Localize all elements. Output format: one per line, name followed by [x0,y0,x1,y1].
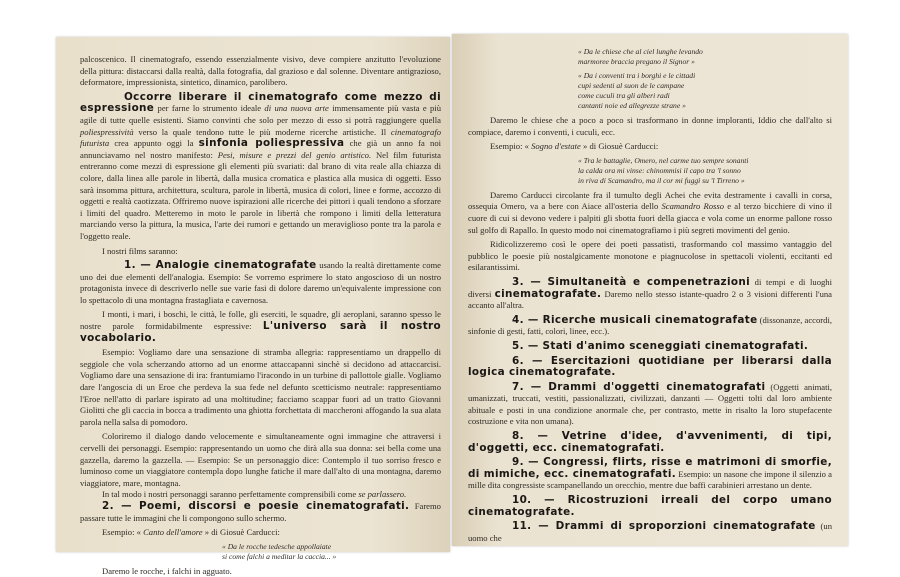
verse-quote [468,47,832,67]
italic-text: se parlassero. [358,489,407,500]
body-text: di tempi e di luoghi diversi [468,276,832,299]
bold-heading: 8. — Vetrine d'idee, d'avvenimenti, di tipi, d'oggetti, ecc. cinematografati. [468,430,832,454]
paragraph [468,521,832,544]
verse-quote [468,71,832,111]
italic-text: Scamandro Rosso [661,201,725,212]
verse-line: la calda ora mi vinse: chinommisi il capo tra 'l sonno [578,165,741,175]
paragraph [80,566,441,577]
verse-line: come cuculi tra gli alberi radi [578,91,670,100]
body-text: (Oggetti animati, umanizzati, truccati, vestiti, passionalizzati, civilizzati, danzanti — Oggetti tolti dal loro ambiente abituale e posti in una condizione anormale che, per contrasto, mette in risalto la loro stupefacente costruzione e vita non umana). [468,381,832,427]
verse-line: « Da le chiese che al ciel lunghe levando [578,47,703,56]
paragraph [468,315,832,338]
paragraph [80,501,441,524]
bold-heading: 4. — Ricerche musicali cinematografate [512,313,758,326]
verse-line: « Tra le battaglie, Omero, nel carme tuo sempre sonanti [578,155,749,165]
right-page [452,34,848,546]
paragraph [80,54,441,89]
paragraph [468,457,832,492]
right-page-text [468,44,832,544]
body-text: e al terzo bicchiere di vino il cuore di cui si devono vedere i palpiti gli sbotta fuori della giacca e vola come un enorme pallone rosso sul golfo di Rapallo. In questo modo noi cinematografiamo i più segreti movimenti del genio. [468,201,832,235]
paragraph [80,309,441,344]
paragraph [80,260,441,306]
left-page-text [80,54,441,577]
paragraph [80,431,441,489]
verse-line: marmoree braccia pregano il Signor » [578,57,695,66]
italic-text: Canto dell'amore [143,527,203,538]
body-text: Esempio: un nasone che impone il silenzio a mille dita congressiste scampanellando un orecchio, mentre due baffi carabinieri arrestano un dente. [468,468,832,491]
paragraph [468,141,832,153]
body-text: » di Giosuè Carducci: [580,141,659,152]
verse-line: si come falchi a meditar la caccia... » [222,551,337,561]
paragraph [80,527,441,539]
paragraph [468,382,832,428]
italic-text: poliespressività [80,126,134,137]
body-text: verso la quale tendono tutte le più moderne ricerche artistiche. Il [133,126,391,137]
bold-heading: 2. — Poemi, discorsi e poesie cinematografati. [102,499,410,512]
body-text: I monti, i mari, i boschi, le città, le folle, gli eserciti, le squadre, gli aeroplani, saranno spesso le nostre parole formidabilmente espressive: [80,309,441,332]
bold-heading: L'universo sarà il nostro vocabolario. [80,320,441,344]
body-text: che già un anno fa noi annunciavamo nel nostro manifesto: [80,138,442,160]
italic-text: Pesi, misure e prezzi del genio artistico. [217,149,372,160]
body-text: Faremo passare tutte le immagini che li compongono sullo schermo. [80,500,441,523]
body-text: usando la realtà direttamente come uno dei due elementi dell'analogia. Esempio: Se vorremo esprimere lo stato angoscioso di un nostro protagonista invece di descriverlo nelle sue varie fasi di dolore daremo un'equivalente impressione con lo spettacolo di una montagna frastagliata e cavernosa. [80,260,441,305]
bold-heading: 11. — Drammi di sproporzioni cinematografate [512,520,816,533]
paragraph [468,190,832,236]
body-text: per farne lo strumento ideale [154,103,265,114]
paragraph [468,431,832,454]
verse-line: « Da i conventi tra i borghi e le cittadi [578,71,696,80]
body-text: (dissonanze, accordi, sinfonie di gesti, fatti, colori, linee, ecc.). [468,314,832,337]
italic-text: cinematografo futurista [80,126,441,149]
body-text: crea appunto oggi la [109,138,199,149]
body-text: I nostri films saranno: [102,245,178,256]
verse-line: in riva di Scamandro, ma il cor mi fuggì su 'l Tirreno » [578,175,745,185]
bold-heading: cinematografate. [494,287,602,300]
body-text: Daremo Carducci circolante fra il tumulto degli Achei che evita destramente i cavalli in corsa, ossequia Omero, va a bere con Aiace all'osteria dello [468,189,832,212]
paragraph [468,239,832,274]
verse-line: « Da le rocche tedesche appollaiate [222,541,332,551]
body-text: Daremo le chiese che a poco a poco si trasformano in donne imploranti, Iddio che dall'alto si compiace, daremo i conventi, i cuculi, ecc. [468,115,832,137]
body-text: Coloriremo il dialogo dando velocemente e simultaneamente ogni immagine che attraversi i cervelli dei personaggi. Esempio: rappresentando un uomo che dirà alla sua donna: sei bella come una gazzella, daremo la gazzella. — Esempio: Se un personaggio dice: Contemplo il tuo sorriso fresco e luminoso come un viaggiatore contempla dopo lunghe fatiche il mare dall'alto di una montagna, daremo viaggiatore, mare, montagna. [80,431,441,488]
bold-heading: 6. — Esercitazioni quotidiane per liberarsi dalla logica cinematografate. [468,354,832,379]
body-text: (un uomo che [468,521,832,543]
paragraph [468,356,832,379]
body-text: Daremo nello stesso istante-quadro 2 o 3 visioni differenti l'una accanto all'altra. [468,288,832,311]
paragraph [468,115,832,138]
bold-heading: 3. — Simultaneità e compenetrazioni [512,275,751,288]
body-text: palcoscenico. Il cinematografo, essendo essenzialmente visivo, deve compiere anzitutto l'evoluzione della pittura: distaccarsi dalla realtà, dalla fotografia, dal grazioso e dal solenne. Diventare antigrazioso, deformatore, impressionista, sintetico, dinamico, parolibero. [80,54,441,88]
bold-heading: 1. — Analogie cinematografate [124,259,317,272]
verse-quote [468,156,832,186]
paragraph [80,92,441,243]
bold-heading: Occorre liberare il cinematografo come mezzo di espressione [80,90,441,115]
italic-text: Sogno d'estate [531,141,581,152]
bold-heading: sinfonia poliespressiva [198,137,345,150]
paragraph [468,277,832,312]
bold-heading: 10. — Ricostruzioni irreali del corpo umano cinematografate. [468,494,832,518]
body-text: Esempio: « [102,527,144,538]
body-text: Esempio: Vogliamo dare una sensazione di stramba allegria: rappresentiamo un drappello di seggiole che vola scherzando attorno ad un enorme attaccapanni sinchè si decidono ad attaccarcisi. Vogliamo dare una sensazione di ira: frantumiamo l'iracondo in un turbine di pallottole gialle. Vogliamo dare l'angoscia di un Eroe che perdeva la sua fede nel defunto scetticismo neutrale: rappresentiamo l'Eroe nell'atto di parlare ispirato ad una moltitudine; facciamo scappar fuori ad un tratto Giovanni Giolitti che gli caccia in bocca a tradimento una ghiotta forchettata di maccheroni affogando la sua alata parola nella salsa di pomodoro. [80,347,441,427]
verse-line: cupi sedenti al suon de le campane [578,81,685,90]
body-text: Ridicolizzeremo così le opere dei poeti passatisti, trasformando col massimo vantaggio del pubblico le poesie più nostalgicamente monotone e piagnucolose in spettacoli violenti, eccitanti ed esilarantissimi. [468,239,832,273]
body-text: Daremo le rocche, i falchi in agguato. [102,565,232,576]
body-text: In tal modo i nostri personaggi saranno perfettamente comprensibili come [102,489,359,500]
body-text: Nel film futurista entreranno come mezzi di espressione gli elementi più svariati: dal brano di vita reale alla chiazza di colore, dalla linea alle parole in libertà, dalla musica cromatica e plastica alla musica di oggetti. Esso sarà insomma pittura, architettura, scultura, parole in libertà, musica di colori, linee e forme, accozzo di oggetti e realtà caotizzata. Offriremo nuove ispirazioni alle ricerche dei pittori i quali tendono a sforzare i limiti del quadro. Metteremo in moto le parole in libertà che rompono i limiti della letteratura marciando verso la pittura, la musica, l'arte dei rumori e gettando un meraviglioso ponte tra la parola e l'oggetto reale. [80,149,441,241]
paragraph [80,347,441,428]
paragraph [80,246,441,258]
paragraph [468,341,832,353]
verse-quote [80,542,441,562]
body-text: » di Giosuè Carducci: [202,527,280,538]
bold-heading: 9. — Congressi, flirts, risse e matrimoni di smorfie, di mimiche, ecc. cinematografati. [468,456,832,480]
body-text: immensamente più vasta e più agile di tutte quelle esistenti. Siamo convinti che solo per mezzo di esso si potrà raggiungere quella [80,103,441,125]
left-page [56,37,450,576]
paragraph [468,495,832,518]
verse-line: cantanti noie ed allegrezze strane » [578,101,686,110]
bold-heading: 5. — Stati d'animo sceneggiati cinematografati. [512,339,809,352]
body-text: Esempio: « [490,141,532,152]
italic-text: di una nuova arte [264,103,329,114]
bold-heading: 7. — Drammi d'oggetti cinematografati [512,380,766,393]
